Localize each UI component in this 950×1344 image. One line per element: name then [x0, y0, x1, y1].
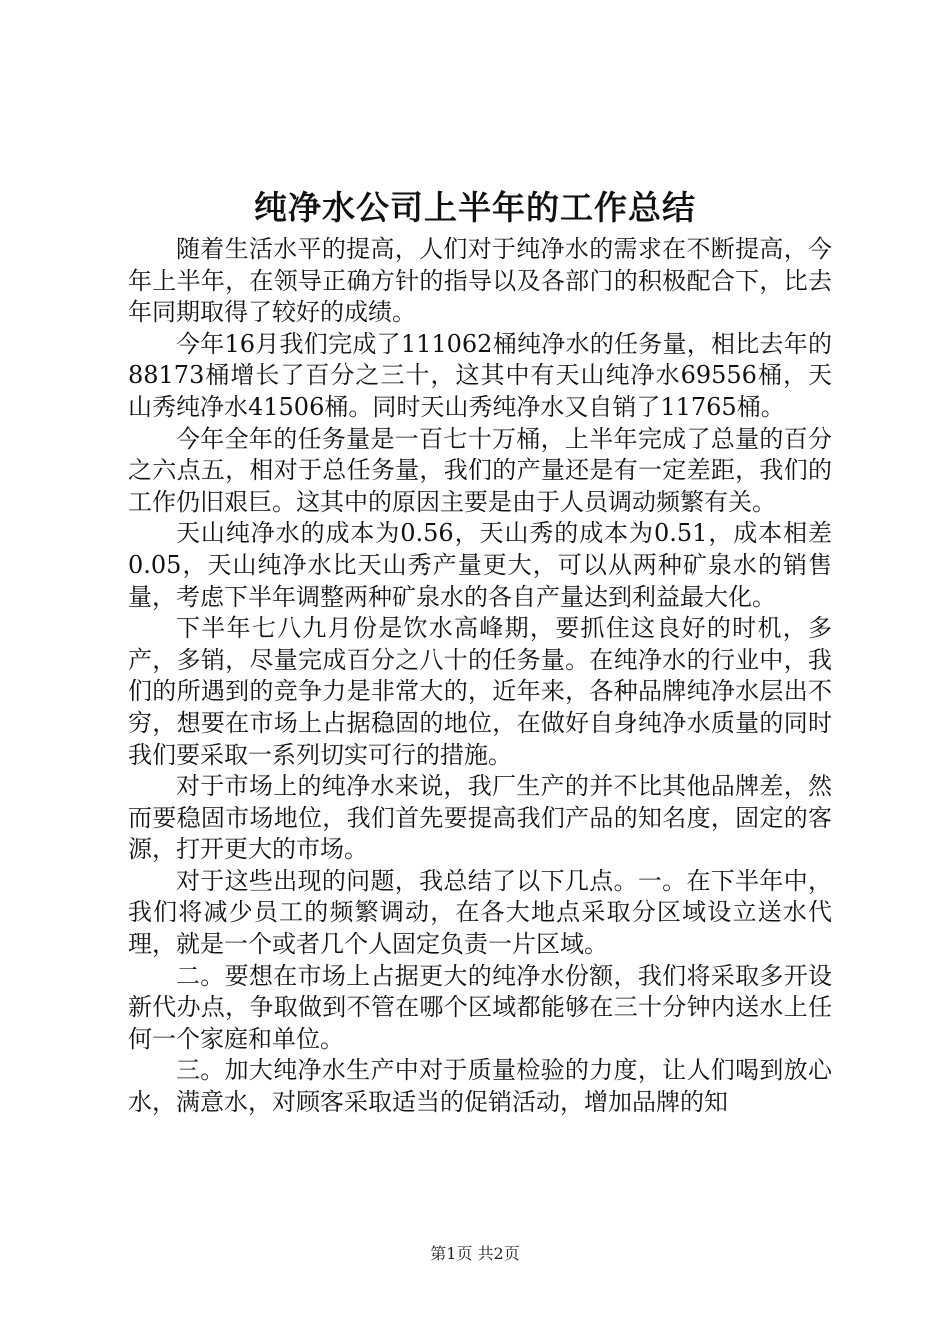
paragraph-task-volume: 今年16月我们完成了111062桶纯净水的任务量，相比去年的88173桶增长了百分之三十，这其中有天山纯净水69556桶，天山秀纯净水41506桶。同时天山秀纯净水又自销了11765桶。 [128, 329, 832, 421]
paragraph-annual-target: 今年全年的任务量是一百七十万桶，上半年完成了总量的百分之六点五，相对于总任务量，我们的产量还是有一定差距，我们的工作仍旧艰巨。这其中的原因主要是由于人员调动频繁有关。 [128, 424, 832, 516]
paragraph-cost: 天山纯净水的成本为0.56，天山秀的成本为0.51，成本相差0.05，天山纯净水比天山秀产量更大，可以从两种矿泉水的销售量，考虑下半年调整两种矿泉水的各自产量达到利益最大化。 [128, 519, 832, 611]
page-indicator: 第1页 共2页 [430, 1244, 520, 1263]
document-title: 纯净水公司上半年的工作总结 [254, 188, 696, 227]
paragraph-point-two: 二。要想在市场上占据更大的纯净水份额，我们将采取多开设新代办点，争取做到不管在哪个区域都能够在三十分钟内送水上任何一个家庭和单位。 [128, 961, 832, 1053]
paragraph-point-one: 对于这些出现的问题，我总结了以下几点。一。在下半年中，我们将减少员工的频繁调动，在各大地点采取分区域设立送水代理，就是一个或者几个人固定负责一片区域。 [128, 866, 832, 959]
paragraph-intro: 随着生活水平的提高，人们对于纯净水的需求在不断提高，今年上半年，在领导正确方针的指导以及各部门的积极配合下，比去年同期取得了较好的成绩。 [128, 235, 832, 327]
paragraph-point-three: 三。加大纯净水生产中对于质量检验的力度，让人们喝到放心水，满意水，对顾客采取适当的促销活动，增加品牌的知 [128, 1056, 832, 1117]
paragraph-second-half: 下半年七八九月份是饮水高峰期，要抓住这良好的时机，多产，多销，尽量完成百分之八十的任务量。在纯净水的行业中，我们的所遇到的竞争力是非常大的，近年来，各种品牌纯净水层出不穷，想要在市场上占据稳固的地位，在做好自身纯净水质量的同时我们要采取一系列切实可行的措施。 [128, 614, 832, 769]
document-body [128, 234, 832, 1119]
paragraph-market: 对于市场上的纯净水来说，我厂生产的并不比其他品牌差，然而要稳固市场地位，我们首先要提高我们产品的知名度，固定的客源，打开更大的市场。 [128, 772, 832, 864]
